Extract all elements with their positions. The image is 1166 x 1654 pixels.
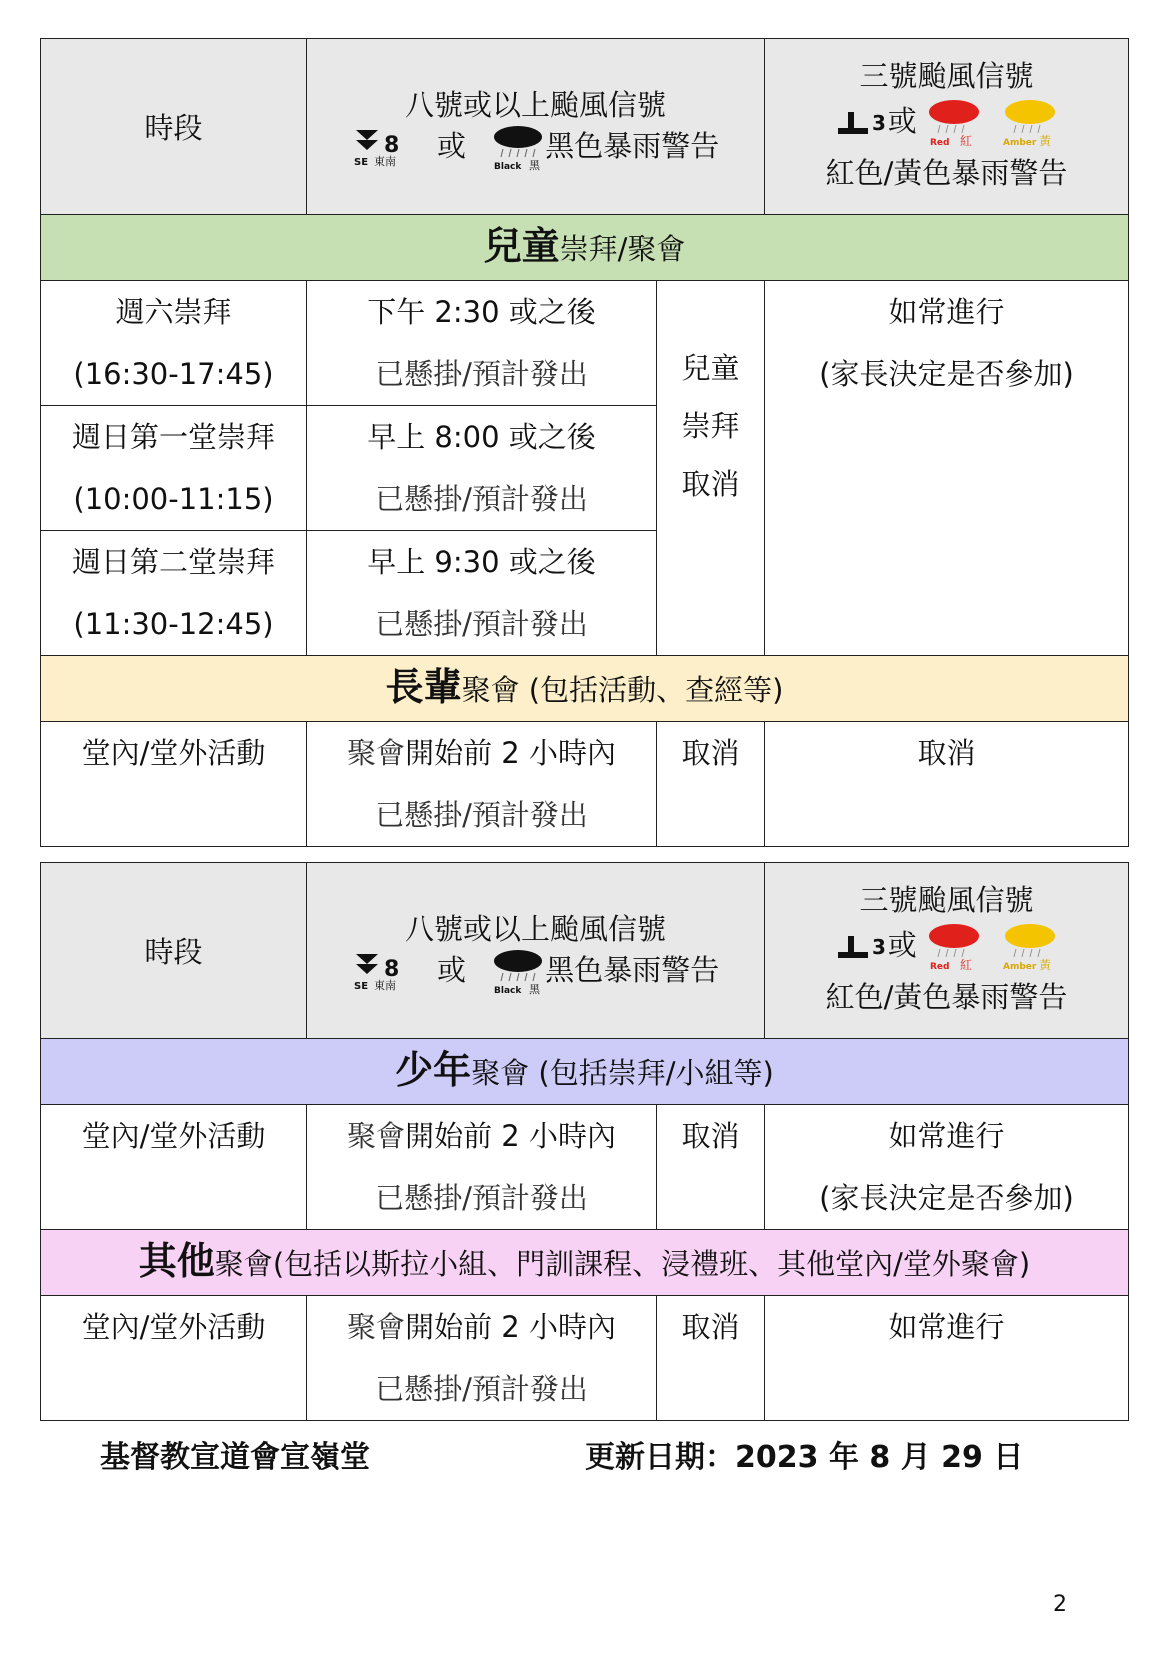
elders-right-cancel: 取消 [765, 722, 1129, 847]
activity-label: 堂內/堂外活動 [41, 722, 307, 847]
svg-text:Black: Black [494, 161, 522, 171]
signal8-title: 八號或以上颱風信號 [404, 87, 666, 122]
header-row [41, 39, 1129, 215]
activity-label: 堂內/堂外活動 [41, 1296, 307, 1421]
signal3-header [765, 39, 1129, 215]
svg-text:Amber: Amber [1003, 138, 1037, 148]
table-row [41, 281, 1129, 406]
youth-band: 少年聚會 (包括崇拜/小組等) [41, 1039, 1129, 1105]
signal3-title: 三號颱風信號 [859, 883, 1034, 917]
schedule-table-2 [40, 862, 1129, 1421]
table-row [41, 722, 1129, 847]
typhoon-signal-8-icon [352, 128, 412, 168]
svg-text:Red: Red [930, 962, 950, 972]
session-when: 早上 9:30 或之後 已懸掛/預計發出 [307, 531, 657, 656]
activity-label: 堂內/堂外活動 [41, 1105, 307, 1230]
amber-rain-icon [1001, 922, 1059, 972]
others-normal: 如常進行 [765, 1296, 1129, 1421]
signal8-header [307, 39, 765, 215]
svg-text:紅: 紅 [960, 134, 973, 148]
svg-text:3: 3 [871, 935, 886, 959]
signal8-row [307, 124, 764, 171]
red-amber-rain-text: 紅色/黃色暴雨警告 [825, 156, 1068, 190]
meeting-when: 聚會開始前 2 小時內 已懸掛/預計發出 [307, 1105, 657, 1230]
page-number: 2 [1053, 1592, 1067, 1617]
svg-text:黑: 黑 [529, 982, 541, 995]
typhoon-signal-3-icon [834, 108, 888, 138]
signal8-row [307, 948, 764, 995]
header-row [41, 863, 1129, 1039]
session-when: 下午 2:30 或之後 已懸掛/預計發出 [307, 281, 657, 406]
meeting-when: 聚會開始前 2 小時內 已懸掛/預計發出 [307, 1296, 657, 1421]
svg-text:SE: SE [353, 156, 368, 168]
children-band: 兒童崇拜/聚會 [41, 215, 1129, 281]
elders-band: 長輩聚會 (包括活動、查經等) [41, 656, 1129, 722]
meeting-when: 聚會開始前 2 小時內 已懸掛/預計發出 [307, 722, 657, 847]
red-rain-icon [926, 98, 982, 148]
others-band: 其他聚會(包括以斯拉小組、門訓課程、浸禮班、其他堂內/堂外聚會) [41, 1230, 1129, 1296]
others-mid-cancel: 取消 [657, 1296, 765, 1421]
black-rain-icon [491, 949, 545, 995]
svg-text:8: 8 [383, 956, 400, 982]
session-name: 週日第一堂崇拜 (10:00-11:15) [41, 406, 307, 531]
svg-text:Red: Red [930, 138, 950, 148]
session-name: 週六崇拜 (16:30-17:45) [41, 281, 307, 406]
elders-mid-cancel: 取消 [657, 722, 765, 847]
youth-normal: 如常進行 (家長決定是否參加) [765, 1105, 1129, 1230]
signal3-row [765, 97, 1128, 148]
or-text: 或 [436, 128, 466, 163]
svg-text:Amber: Amber [1003, 962, 1037, 972]
or-text: 或 [436, 952, 466, 987]
black-rain-text: 黑色暴雨警告 [545, 128, 720, 163]
svg-text:3: 3 [871, 111, 886, 135]
or-text: 或 [887, 928, 917, 962]
period-header: 時段 [41, 39, 307, 215]
signal8-header [307, 863, 765, 1039]
signal3-title: 三號颱風信號 [859, 59, 1034, 93]
red-amber-rain-text: 紅色/黃色暴雨警告 [825, 980, 1068, 1014]
table-row [41, 1296, 1129, 1421]
svg-text:紅: 紅 [960, 958, 973, 972]
svg-text:黃: 黃 [1039, 134, 1052, 148]
svg-text:黃: 黃 [1039, 958, 1052, 972]
red-rain-icon [926, 922, 982, 972]
children-cancel: 兒童 崇拜 取消 [657, 281, 765, 656]
svg-text:東南: 東南 [373, 978, 396, 992]
updated-date: 更新日期：2023 年 8 月 29 日 [585, 1440, 1024, 1475]
period-header: 時段 [41, 863, 307, 1039]
black-rain-text: 黑色暴雨警告 [545, 952, 720, 987]
svg-text:東南: 東南 [373, 154, 396, 168]
signal3-header [765, 863, 1129, 1039]
svg-text:黑: 黑 [529, 158, 541, 171]
black-rain-icon [491, 125, 545, 171]
schedule-table-1 [40, 38, 1129, 847]
session-name: 週日第二堂崇拜 (11:30-12:45) [41, 531, 307, 656]
church-name: 基督教宣道會宣嶺堂 [100, 1440, 370, 1475]
youth-mid-cancel: 取消 [657, 1105, 765, 1230]
table-row [41, 1105, 1129, 1230]
amber-rain-icon [1001, 98, 1059, 148]
svg-text:Black: Black [494, 985, 522, 995]
or-text: 或 [887, 104, 917, 138]
signal3-row [765, 921, 1128, 972]
typhoon-signal-3-icon [834, 932, 888, 962]
session-when: 早上 8:00 或之後 已懸掛/預計發出 [307, 406, 657, 531]
typhoon-signal-8-icon [352, 952, 412, 992]
children-normal: 如常進行 (家長決定是否參加) [765, 281, 1129, 656]
svg-text:8: 8 [383, 132, 400, 158]
svg-text:SE: SE [353, 980, 368, 992]
signal8-title: 八號或以上颱風信號 [404, 911, 666, 946]
